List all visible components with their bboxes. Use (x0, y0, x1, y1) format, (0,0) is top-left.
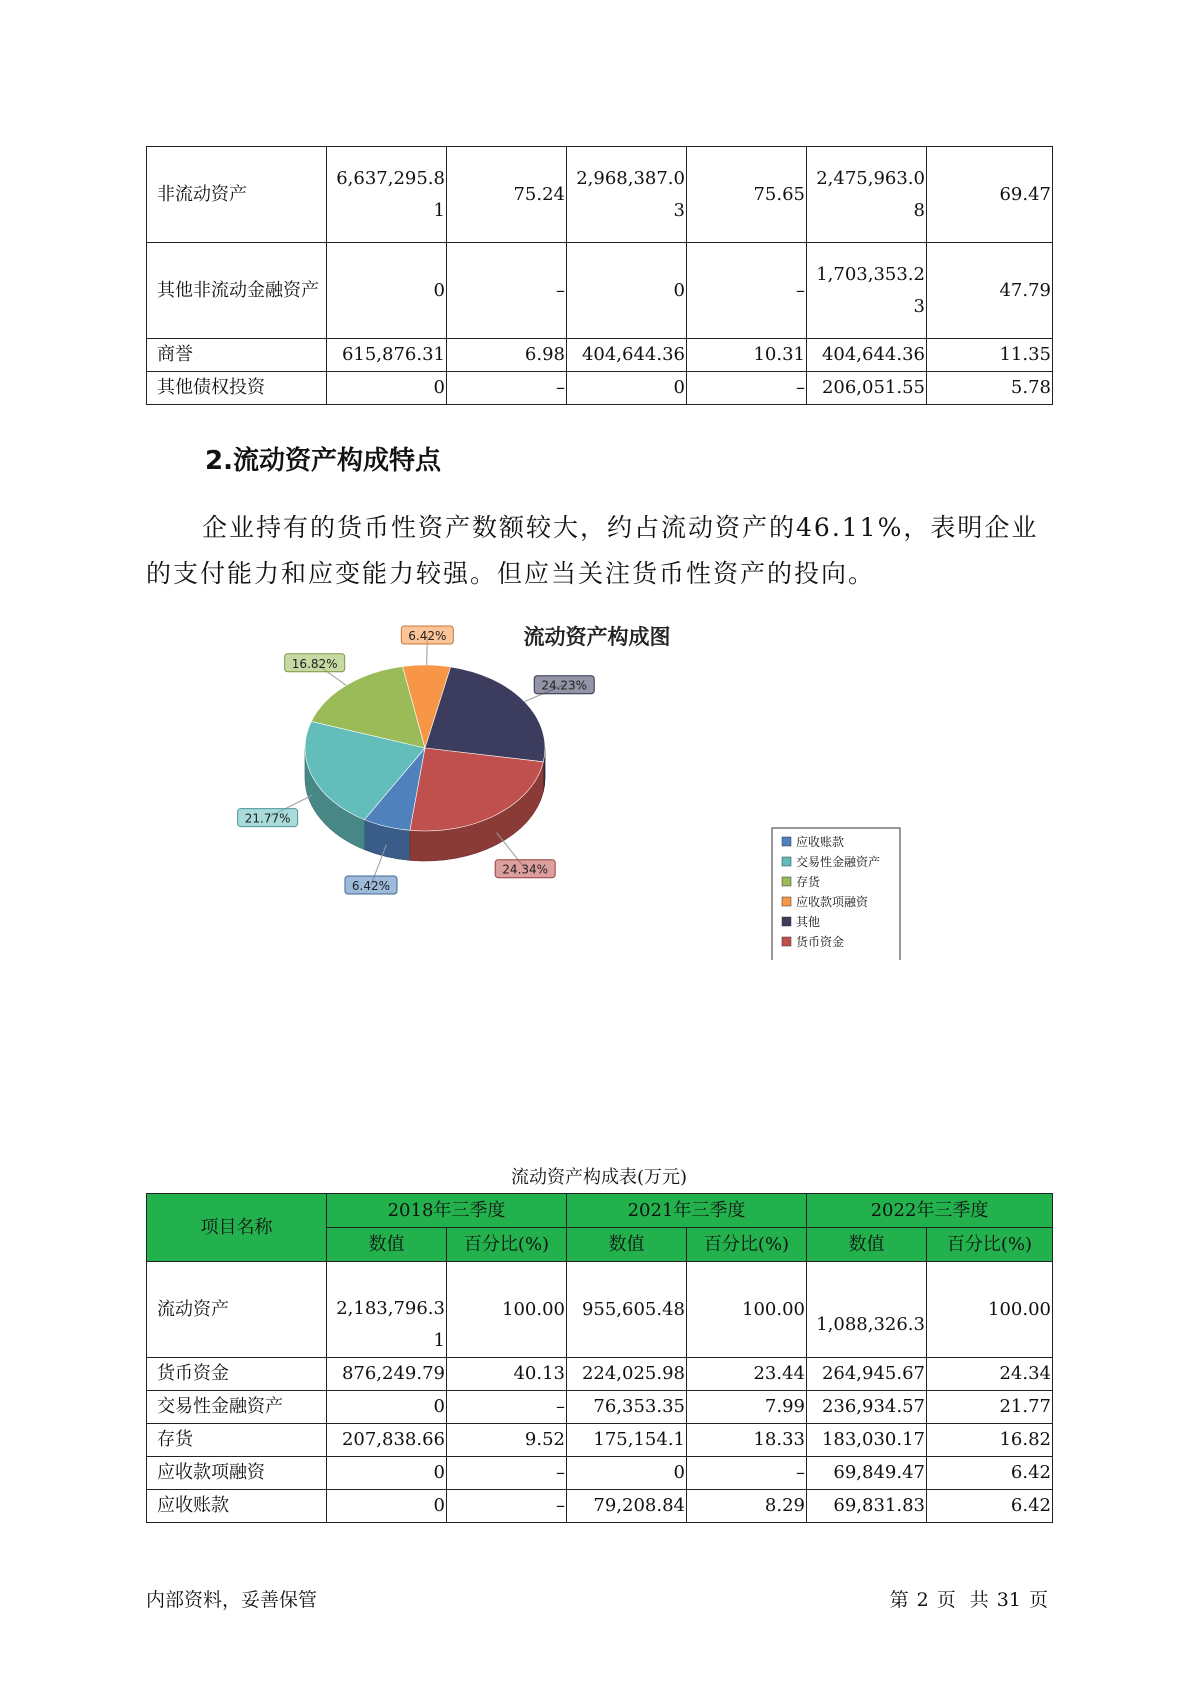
pct-2022: 11.35 (927, 339, 1053, 372)
value-2022: 183,030.17 (807, 1424, 927, 1457)
page-total: 31 (996, 1589, 1021, 1611)
column-header-period: 2021年三季度 (567, 1194, 807, 1228)
row-name: 应收账款 (147, 1490, 327, 1523)
chart-legend (772, 828, 900, 960)
column-header-value: 数值 (327, 1228, 447, 1262)
legend-label: 其他 (796, 915, 821, 929)
table-row (147, 1358, 1053, 1391)
pct-2018: – (447, 1457, 567, 1490)
value-2021: 175,154.1 (567, 1424, 687, 1457)
legend-label: 应收款项融资 (796, 895, 869, 909)
value-2018: 0 (327, 1490, 447, 1523)
value-2018: 0 (327, 1457, 447, 1490)
pct-2018: 75.24 (447, 147, 567, 243)
value-2018: 2,183,796.31 (327, 1262, 447, 1358)
value-2021: 0 (567, 243, 687, 339)
page-current: 2 (916, 1589, 929, 1611)
table-row (147, 1391, 1053, 1424)
legend-label: 存货 (796, 875, 821, 889)
table-row (147, 339, 1053, 372)
row-name: 交易性金融资产 (147, 1391, 327, 1424)
row-name: 货币资金 (147, 1358, 327, 1391)
table-row (147, 1262, 1053, 1358)
row-name: 其他债权投资 (147, 372, 327, 405)
value-2018: 0 (327, 243, 447, 339)
legend-swatch (782, 917, 791, 926)
legend-label: 应收账款 (796, 835, 845, 849)
pct-2018: – (447, 372, 567, 405)
value-2022: 264,945.67 (807, 1358, 927, 1391)
row-name: 流动资产 (147, 1262, 327, 1358)
chart-title: 流动资产构成图 (523, 625, 671, 649)
pie-data-label: 24.23% (541, 678, 588, 693)
value-2021: 224,025.98 (567, 1358, 687, 1391)
pct-2018: 100.00 (447, 1262, 567, 1358)
pct-2021: – (687, 243, 807, 339)
pie-data-label: 6.42% (408, 629, 447, 644)
table-row (147, 1424, 1053, 1457)
table-row (147, 243, 1053, 339)
value-2021: 0 (567, 1457, 687, 1490)
pie-data-label: 21.77% (244, 811, 291, 826)
pie-data-label: 6.42% (351, 878, 391, 893)
table-row (147, 1457, 1053, 1490)
legend-swatch (782, 937, 791, 946)
legend-swatch (782, 897, 791, 906)
pct-2018: – (447, 1391, 567, 1424)
value-2022: 2,475,963.08 (807, 147, 927, 243)
pct-2018: 9.52 (447, 1424, 567, 1457)
column-header-period: 2022年三季度 (807, 1194, 1053, 1228)
pct-2022: 69.47 (927, 147, 1053, 243)
total-prefix: 共 (969, 1589, 989, 1611)
value-2018: 6,637,295.81 (327, 147, 447, 243)
pct-2021: 75.65 (687, 147, 807, 243)
value-2018: 876,249.79 (327, 1358, 447, 1391)
pie-data-label: 24.34% (502, 862, 549, 877)
pct-2022: 6.42 (927, 1490, 1053, 1523)
legend-swatch (782, 857, 791, 866)
row-name: 存货 (147, 1424, 327, 1457)
current-assets-table (146, 1193, 1053, 1523)
pct-2022: 6.42 (927, 1457, 1053, 1490)
pct-2021: 23.44 (687, 1358, 807, 1391)
column-header-value: 数值 (567, 1228, 687, 1262)
table-row (147, 1490, 1053, 1523)
column-header-period: 2018年三季度 (327, 1194, 567, 1228)
pct-2021: 8.29 (687, 1490, 807, 1523)
page-number (886, 1585, 1052, 1612)
pct-2021: – (687, 1457, 807, 1490)
pct-2021: 7.99 (687, 1391, 807, 1424)
value-2018: 207,838.66 (327, 1424, 447, 1457)
page-unit: 页 (936, 1589, 956, 1611)
page-prefix: 第 (889, 1589, 909, 1611)
pct-2021: 18.33 (687, 1424, 807, 1457)
row-name: 应收款项融资 (147, 1457, 327, 1490)
section-paragraph: 企业持有的货币性资产数额较大，约占流动资产的46.11%，表明企业的支付能力和应变能力较强。但应当关注货币性资产的投向。 (146, 513, 1039, 588)
row-name: 非流动资产 (147, 147, 327, 243)
pct-2018: 40.13 (447, 1358, 567, 1391)
value-2021: 79,208.84 (567, 1490, 687, 1523)
value-2018: 615,876.31 (327, 339, 447, 372)
value-2018: 0 (327, 372, 447, 405)
value-2021: 404,644.36 (567, 339, 687, 372)
footer-confidential-note: 内部资料，妥善保管 (146, 1589, 318, 1611)
pct-2022: 21.77 (927, 1391, 1053, 1424)
value-2021: 955,605.48 (567, 1262, 687, 1358)
value-2022: 69,849.47 (807, 1457, 927, 1490)
value-2022: 1,088,326.3 (807, 1262, 927, 1358)
legend-swatch (782, 877, 791, 886)
table-row (147, 372, 1053, 405)
legend-swatch (782, 837, 791, 846)
total-unit: 页 (1028, 1589, 1048, 1611)
column-header-pct: 百分比(%) (447, 1228, 567, 1262)
column-header-pct: 百分比(%) (687, 1228, 807, 1262)
value-2022: 1,703,353.23 (807, 243, 927, 339)
non-current-assets-table (146, 146, 1053, 405)
value-2021: 2,968,387.03 (567, 147, 687, 243)
column-header-value: 数值 (807, 1228, 927, 1262)
row-name: 商誉 (147, 339, 327, 372)
legend-label: 交易性金融资产 (796, 855, 881, 869)
pct-2022: 100.00 (927, 1262, 1053, 1358)
pct-2022: 16.82 (927, 1424, 1053, 1457)
value-2022: 69,831.83 (807, 1490, 927, 1523)
pct-2018: – (447, 1490, 567, 1523)
pct-2022: 24.34 (927, 1358, 1053, 1391)
pct-2018: 6.98 (447, 339, 567, 372)
pct-2021: 100.00 (687, 1262, 807, 1358)
row-name: 其他非流动金融资产 (147, 243, 327, 339)
value-2021: 76,353.35 (567, 1391, 687, 1424)
column-header-name: 项目名称 (147, 1194, 327, 1262)
table-caption: 流动资产构成表(万元) (510, 1167, 688, 1188)
table-header-row (147, 1194, 1053, 1228)
section-heading: 2.流动资产构成特点 (205, 446, 441, 476)
table-row (147, 147, 1053, 243)
value-2022: 404,644.36 (807, 339, 927, 372)
legend-label: 货币资金 (796, 935, 845, 949)
value-2021: 0 (567, 372, 687, 405)
pct-2021: 10.31 (687, 339, 807, 372)
pct-2022: 47.79 (927, 243, 1053, 339)
pct-2022: 5.78 (927, 372, 1053, 405)
pct-2021: – (687, 372, 807, 405)
pct-2018: – (447, 243, 567, 339)
value-2022: 236,934.57 (807, 1391, 927, 1424)
value-2018: 0 (327, 1391, 447, 1424)
column-header-pct: 百分比(%) (927, 1228, 1053, 1262)
value-2022: 206,051.55 (807, 372, 927, 405)
pie-data-label: 16.82% (291, 656, 338, 671)
current-assets-pie-chart (0, 620, 1191, 960)
